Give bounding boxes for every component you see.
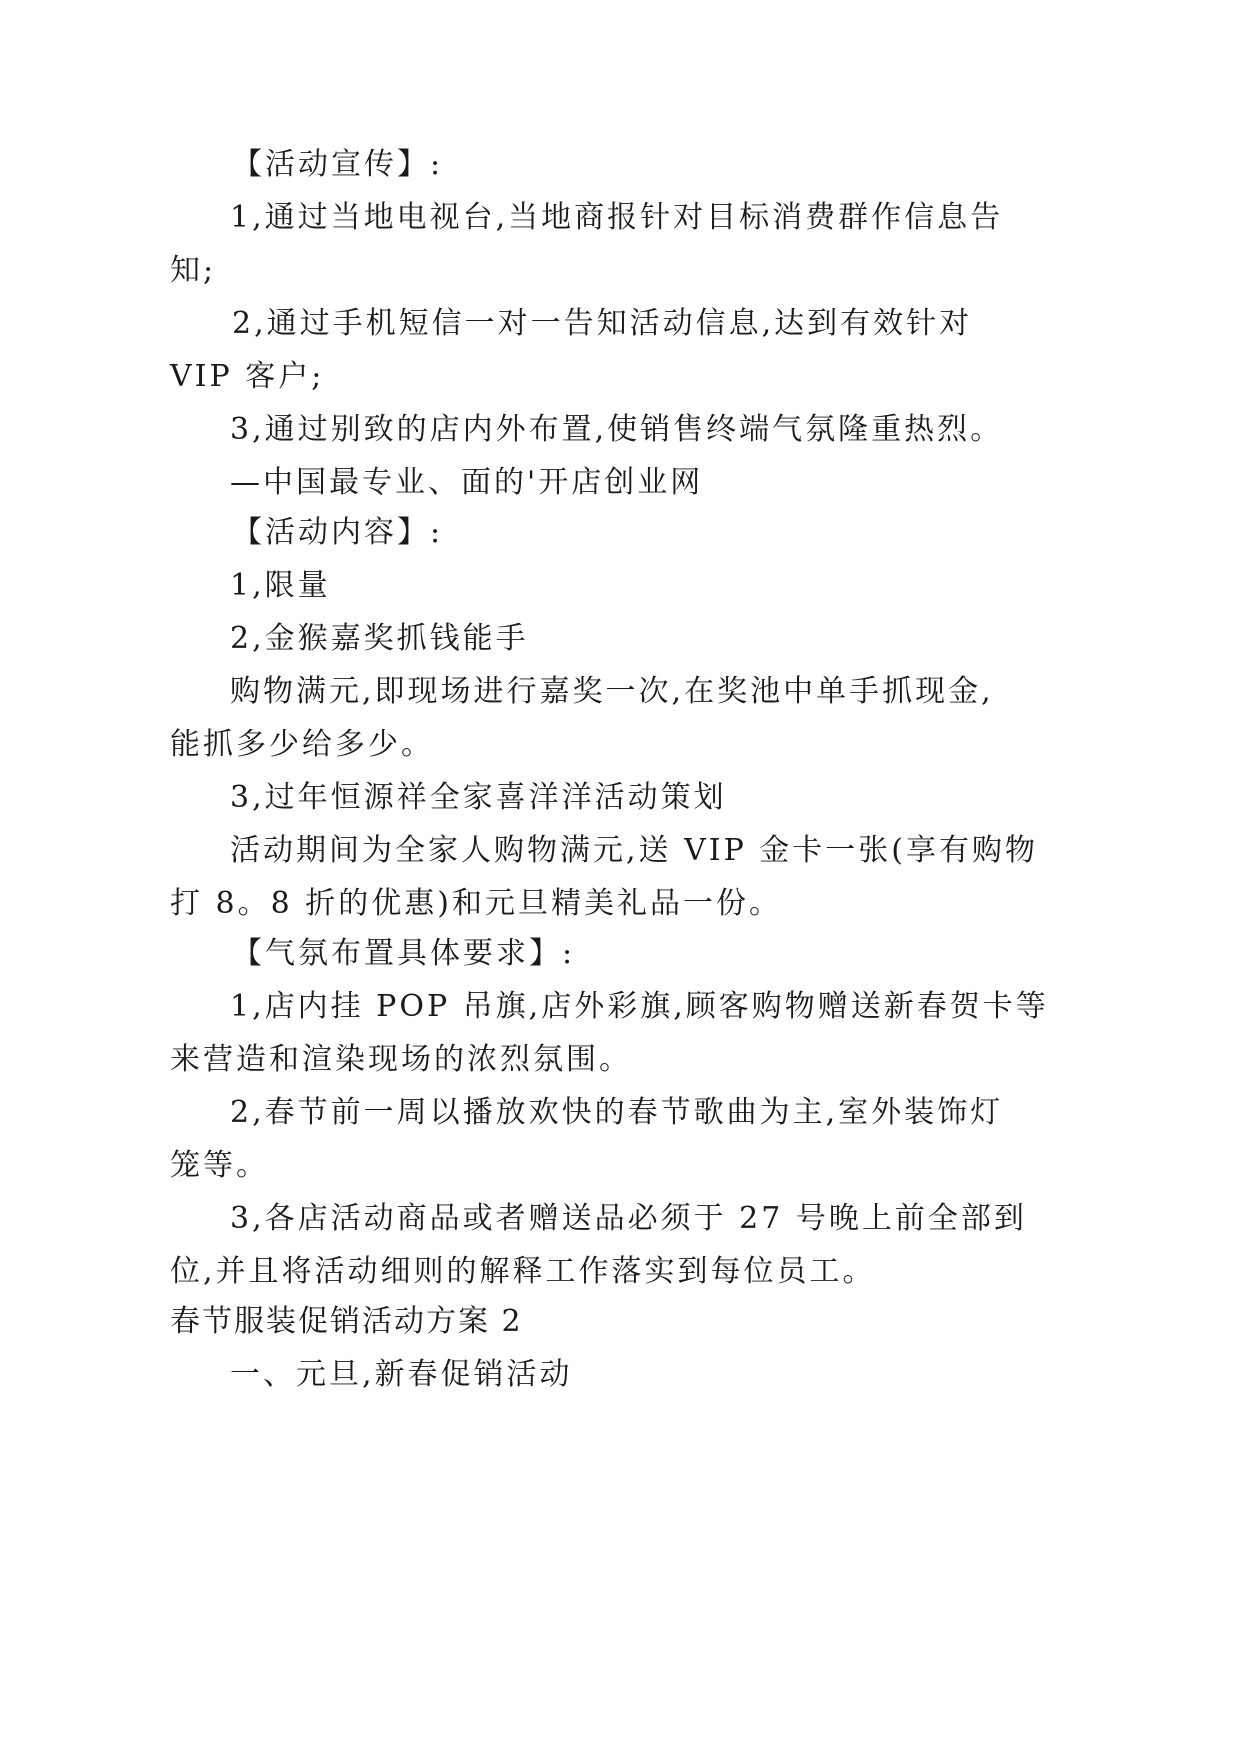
paragraph-line: 购物满元,即现场进行嘉奖一次,在奖池中单手抓现金, xyxy=(230,674,994,709)
paragraph-line: 打 8。8 折的优惠)和元旦精美礼品一份。 xyxy=(170,886,782,921)
paragraph-line: 2,春节前一周以播放欢快的春节歌曲为主,室外装饰灯 xyxy=(230,1095,1004,1130)
paragraph-line: 知; xyxy=(170,253,217,288)
section-title: 春节服装促销活动方案 2 xyxy=(170,1304,523,1339)
heading-activity-content: 【活动内容】: xyxy=(232,515,444,550)
paragraph-line: 2,通过手机短信一对一告知活动信息,达到有效针对 xyxy=(232,306,973,341)
paragraph-line: 3,各店活动商品或者赠送品必须于 27 号晚上前全部到 xyxy=(230,1201,1027,1236)
paragraph-line: 能抓多少给多少。 xyxy=(170,727,434,762)
paragraph-line: 3,过年恒源祥全家喜洋洋活动策划 xyxy=(230,780,727,815)
paragraph-line: 笼等。 xyxy=(170,1148,269,1183)
paragraph-line: VIP 客户; xyxy=(170,359,325,394)
paragraph-line: 3,通过别致的店内外布置,使销售终端气氛隆重热烈。 xyxy=(230,412,1004,447)
paragraph-line: 来营造和渲染现场的浓烈氛围。 xyxy=(170,1042,632,1077)
paragraph-line: 位,并且将活动细则的解释工作落实到每位员工。 xyxy=(170,1254,876,1289)
paragraph-line: 活动期间为全家人购物满元,送 VIP 金卡一张(享有购物 xyxy=(230,833,1039,868)
paragraph-line: 1,店内挂 POP 吊旗,店外彩旗,顾客购物赠送新春贺卡等 xyxy=(230,989,1049,1024)
paragraph-line: 2,金猴嘉奖抓钱能手 xyxy=(230,621,529,656)
paragraph-line: 1,通过当地电视台,当地商报针对目标消费群作信息告 xyxy=(230,200,1004,235)
heading-promotion: 【活动宣传】: xyxy=(232,147,444,182)
heading-atmosphere: 【气氛布置具体要求】: xyxy=(232,936,576,971)
section-subheading: 一、元旦,新春促销活动 xyxy=(230,1357,573,1392)
paragraph-line: 1,限量 xyxy=(230,568,331,603)
paragraph-line: —中国最专业、面的'开店创业网 xyxy=(230,465,704,500)
